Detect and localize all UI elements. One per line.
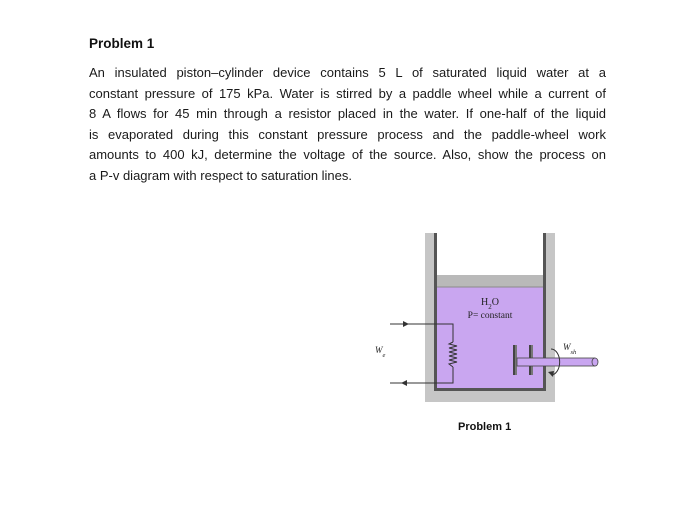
electrical-work-label: $W_e$ [375,345,386,359]
cylinder-bottom-wall [434,388,546,391]
cylinder-left-wall [434,233,437,390]
problem-line-1: An insulated piston–cylinder device contains 5 L of saturated liquid water at a [89,65,606,80]
current-arrow-out [401,380,407,386]
cylinder-right-wall [543,233,546,390]
problem-line-6: a P-v diagram with respect to saturation lines. [89,167,353,183]
paddle-shaft [517,358,595,366]
problem-line-5: amounts to 400 kJ, determine the voltage of the source. Also, show the process on [89,147,606,162]
problem-line-4: is evaporated during this constant pressure process and the paddle-wheel work [89,126,606,142]
problem-line-3: 8 A flows for 45 min through a resistor placed in the water. If one-half of the liquid [89,106,606,121]
fluid-label: $H_2O$ [481,297,499,311]
pressure-label: P= constant [467,311,513,321]
piston [437,275,543,287]
figure-caption: Problem 1 [458,421,512,433]
problem-line-2: constant pressure of 175 kPa. Water is stirred by a paddle wheel while a current of [89,85,606,101]
shaft-work-label: $W_{sh}$ [563,342,577,356]
current-arrow-in [403,321,409,327]
problem-heading: Problem 1 [89,36,155,51]
problem-statement [89,63,606,186]
piston-cylinder-figure [365,225,605,415]
shaft-end [592,358,598,366]
piston-cylinder-diagram [365,225,605,415]
